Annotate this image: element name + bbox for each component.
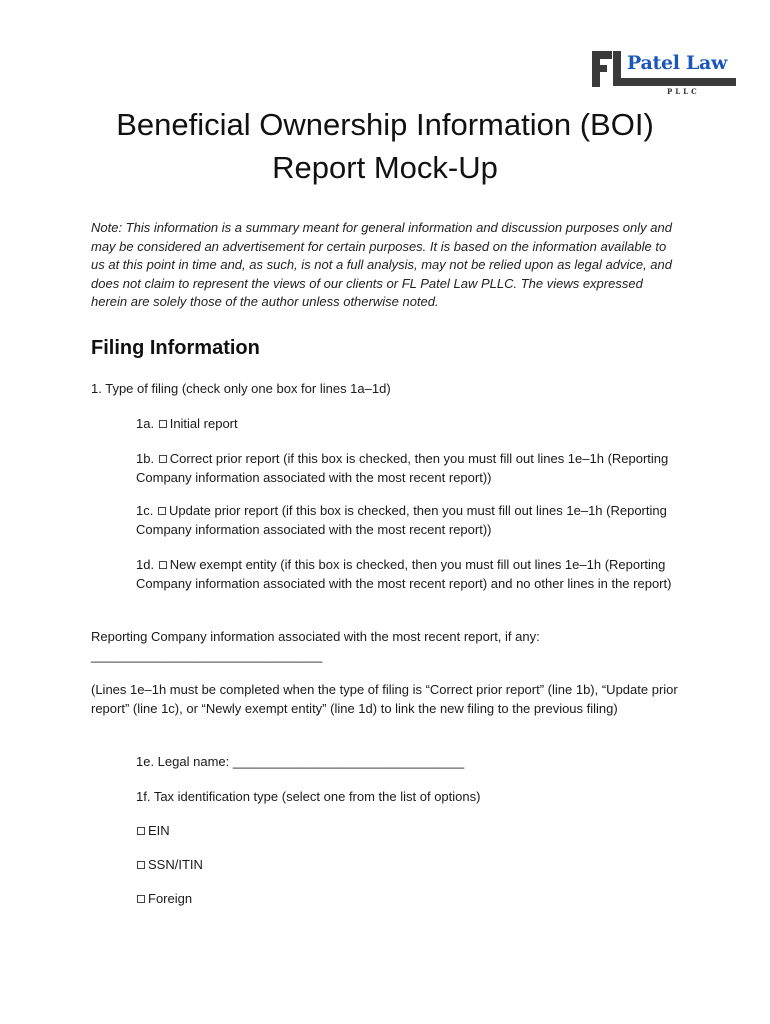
checkbox-1a[interactable] bbox=[159, 420, 167, 428]
option-1b-text: Correct prior report (if this box is checked, then you must fill out lines 1e–1h (Reporting Company information associated with the most recent report)) bbox=[136, 451, 669, 485]
reporting-company-info bbox=[91, 628, 691, 665]
field-1e bbox=[136, 753, 696, 772]
option-1b-label: 1b. bbox=[136, 451, 155, 466]
tax-option-foreign-label: Foreign bbox=[148, 891, 193, 906]
field-1f: 1f. Tax identification type (select one from the list of options) bbox=[136, 789, 481, 804]
tax-option-ein bbox=[136, 822, 696, 841]
checkbox-ein[interactable] bbox=[137, 827, 145, 835]
option-1a bbox=[136, 415, 696, 434]
section-heading: Filing Information bbox=[91, 337, 260, 359]
page-title bbox=[0, 103, 770, 189]
option-1b bbox=[136, 450, 696, 487]
tax-option-foreign bbox=[136, 890, 696, 909]
disclaimer-note: Note: This information is a summary meant for general information and discussion purposes only and may be considered an advertisement for certain purposes. It is based on the information available to us at this point in time and, as such, is not a full analysis, may not be relied upon as legal advice, and does not claim to represent the views of our clients or FL Patel Law PLLC. The views expressed herein are solely those of the author unless otherwise noted. bbox=[91, 220, 673, 309]
checkbox-1c[interactable] bbox=[158, 507, 166, 515]
legal-name-blank[interactable]: ________________________________ bbox=[232, 754, 465, 769]
reporting-company-label: Reporting Company information associated with the most recent report, if any: bbox=[91, 629, 540, 644]
checkbox-1d[interactable] bbox=[159, 561, 167, 569]
option-1c bbox=[136, 502, 696, 539]
option-1d-label: 1d. bbox=[136, 557, 155, 572]
option-1a-label: 1a. bbox=[136, 416, 155, 431]
question-type-of-filing: 1. Type of filing (check only one box for lines 1a–1d) bbox=[91, 381, 391, 396]
logo-name: Patel Law bbox=[627, 52, 728, 74]
title-line-2: Report Mock-Up bbox=[272, 150, 498, 185]
option-1d-text: New exempt entity (if this box is checked, then you must fill out lines 1e–1h (Reporting Company information associated with the most recent report) and no other lines in the report) bbox=[136, 557, 672, 591]
tax-option-ein-label: EIN bbox=[148, 823, 170, 838]
title-line-1: Beneficial Ownership Information (BOI) bbox=[116, 107, 654, 142]
tax-option-ssn-itin bbox=[136, 856, 696, 875]
option-1a-text: Initial report bbox=[169, 416, 238, 431]
logo-suffix: PLLC bbox=[667, 87, 700, 96]
reporting-company-blank[interactable]: ________________________________ bbox=[91, 647, 323, 663]
field-1e-label: 1e. Legal name: bbox=[136, 754, 230, 769]
lines-note: (Lines 1e–1h must be completed when the type of filing is “Correct prior report” (line 1b), “Update prior report” (line 1c), or “Newly exempt entity” (line 1d) to link the new filing to the previous filing) bbox=[91, 682, 678, 716]
tax-option-ssn-itin-label: SSN/ITIN bbox=[148, 857, 203, 872]
checkbox-foreign[interactable] bbox=[137, 895, 145, 903]
logo bbox=[590, 48, 738, 98]
checkbox-1b[interactable] bbox=[159, 455, 167, 463]
option-1c-text: Update prior report (if this box is checked, then you must fill out lines 1e–1h (Reporting Company information associated with the most recent report)) bbox=[136, 503, 667, 537]
checkbox-ssn-itin[interactable] bbox=[137, 861, 145, 869]
option-1c-label: 1c. bbox=[136, 503, 154, 518]
option-1d bbox=[136, 556, 696, 593]
